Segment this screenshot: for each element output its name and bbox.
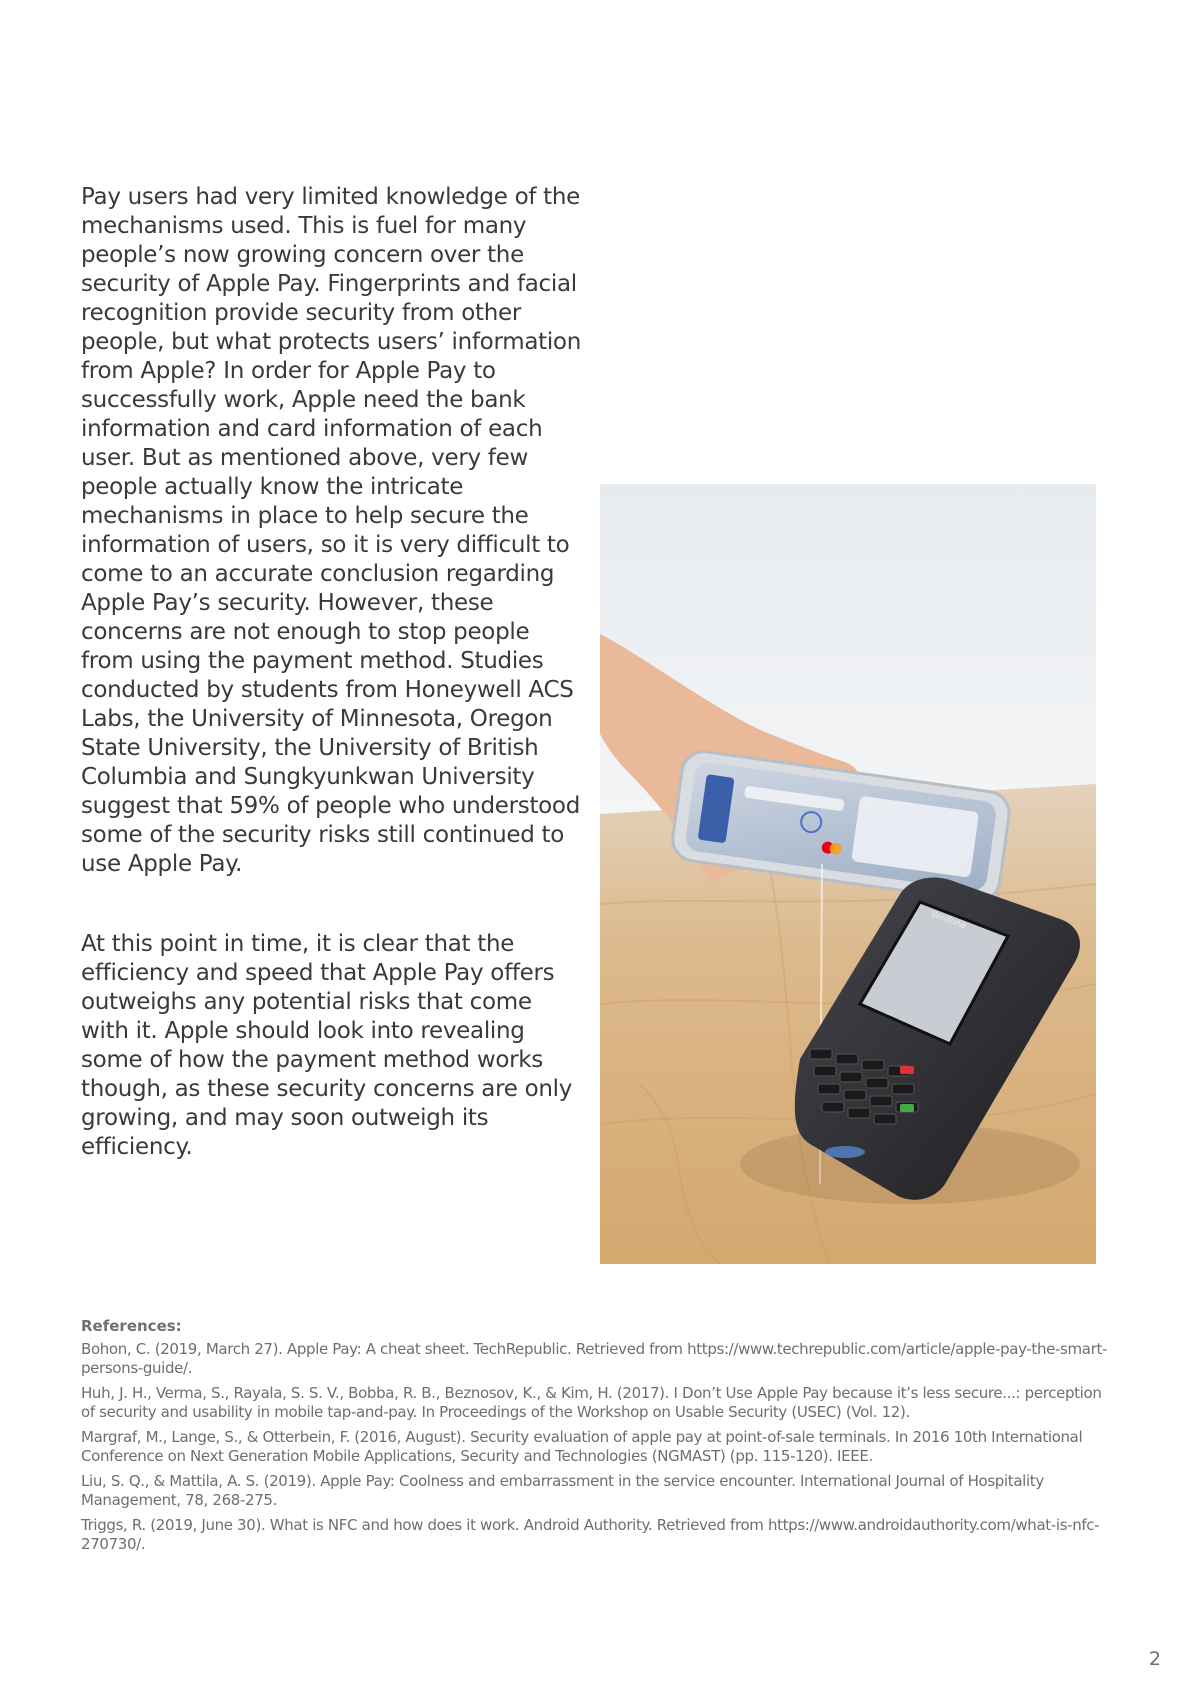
page-number: 2 — [1148, 1648, 1161, 1670]
body-paragraph-2: At this point in time, it is clear that the efficiency and speed that Apple Pay offers outweighs any potential risks that come with it. Apple should look into revealing some of how the payment method works though, as these security concerns are only growing, and may soon outweigh its efficiency. — [81, 931, 573, 1160]
terminal-brand: Verifone — [928, 909, 968, 932]
reference-item: Triggs, R. (2019, June 30). What is NFC and how does it work. Android Authority. Retrieved from https://www.androidauthority.com/what-is-nfc-270730/. — [81, 1516, 1100, 1553]
reference-item: Liu, S. Q., & Mattila, A. S. (2019). Apple Pay: Coolness and embarrassment in the service encounter. International Journal of Hospitality Management, 78, 268-275. — [81, 1472, 1044, 1509]
references-heading: References: — [81, 1317, 182, 1335]
apple-pay-terminal-photo — [600, 484, 1096, 1264]
references-section — [81, 1316, 1111, 1560]
reference-item: Margraf, M., Lange, S., & Otterbein, F. (2016, August). Security evaluation of apple pay at point-of-sale terminals. In 2016 10th International Conference on Next Generation Mobile Applications, Security and Technologies (NGMAST) (pp. 115-120). IEEE. — [81, 1428, 1083, 1465]
body-paragraph-1: Pay users had very limited knowledge of the mechanisms used. This is fuel for many people’s now growing concern over the security of Apple Pay. Fingerprints and facial recognition provide security from other people, but what protects users’ information from Apple? In order for Apple Pay to successfully work, Apple need the bank information and card information of each user. But as mentioned above, very few people actually know the intricate mechanisms in place to help secure the information of users, so it is very difficult to come to an accurate conclusion regarding Apple Pay’s security. However, these concerns are not enough to stop people from using the payment method. Studies conducted by students from Honeywell ACS Labs, the University of Minnesota, Oregon State University, the University of British Columbia and Sungkyunkwan University suggest that 59% of people who understood some of the security risks still continued to use Apple Pay. — [81, 184, 581, 877]
reference-item: Huh, J. H., Verma, S., Rayala, S. S. V., Bobba, R. B., Beznosov, K., & Kim, H. (2017). I Don’t Use Apple Pay because it’s less secure...: perception of security and usability in mobile tap-and-pay. In Proceedings of the Workshop on Usable Security (USEC) (Vol. 12). — [81, 1384, 1102, 1421]
reference-item: Bohon, C. (2019, March 27). Apple Pay: A cheat sheet. TechRepublic. Retrieved from https://www.techrepublic.com/article/apple-pay-the-smart-persons-guide/. — [81, 1340, 1108, 1377]
